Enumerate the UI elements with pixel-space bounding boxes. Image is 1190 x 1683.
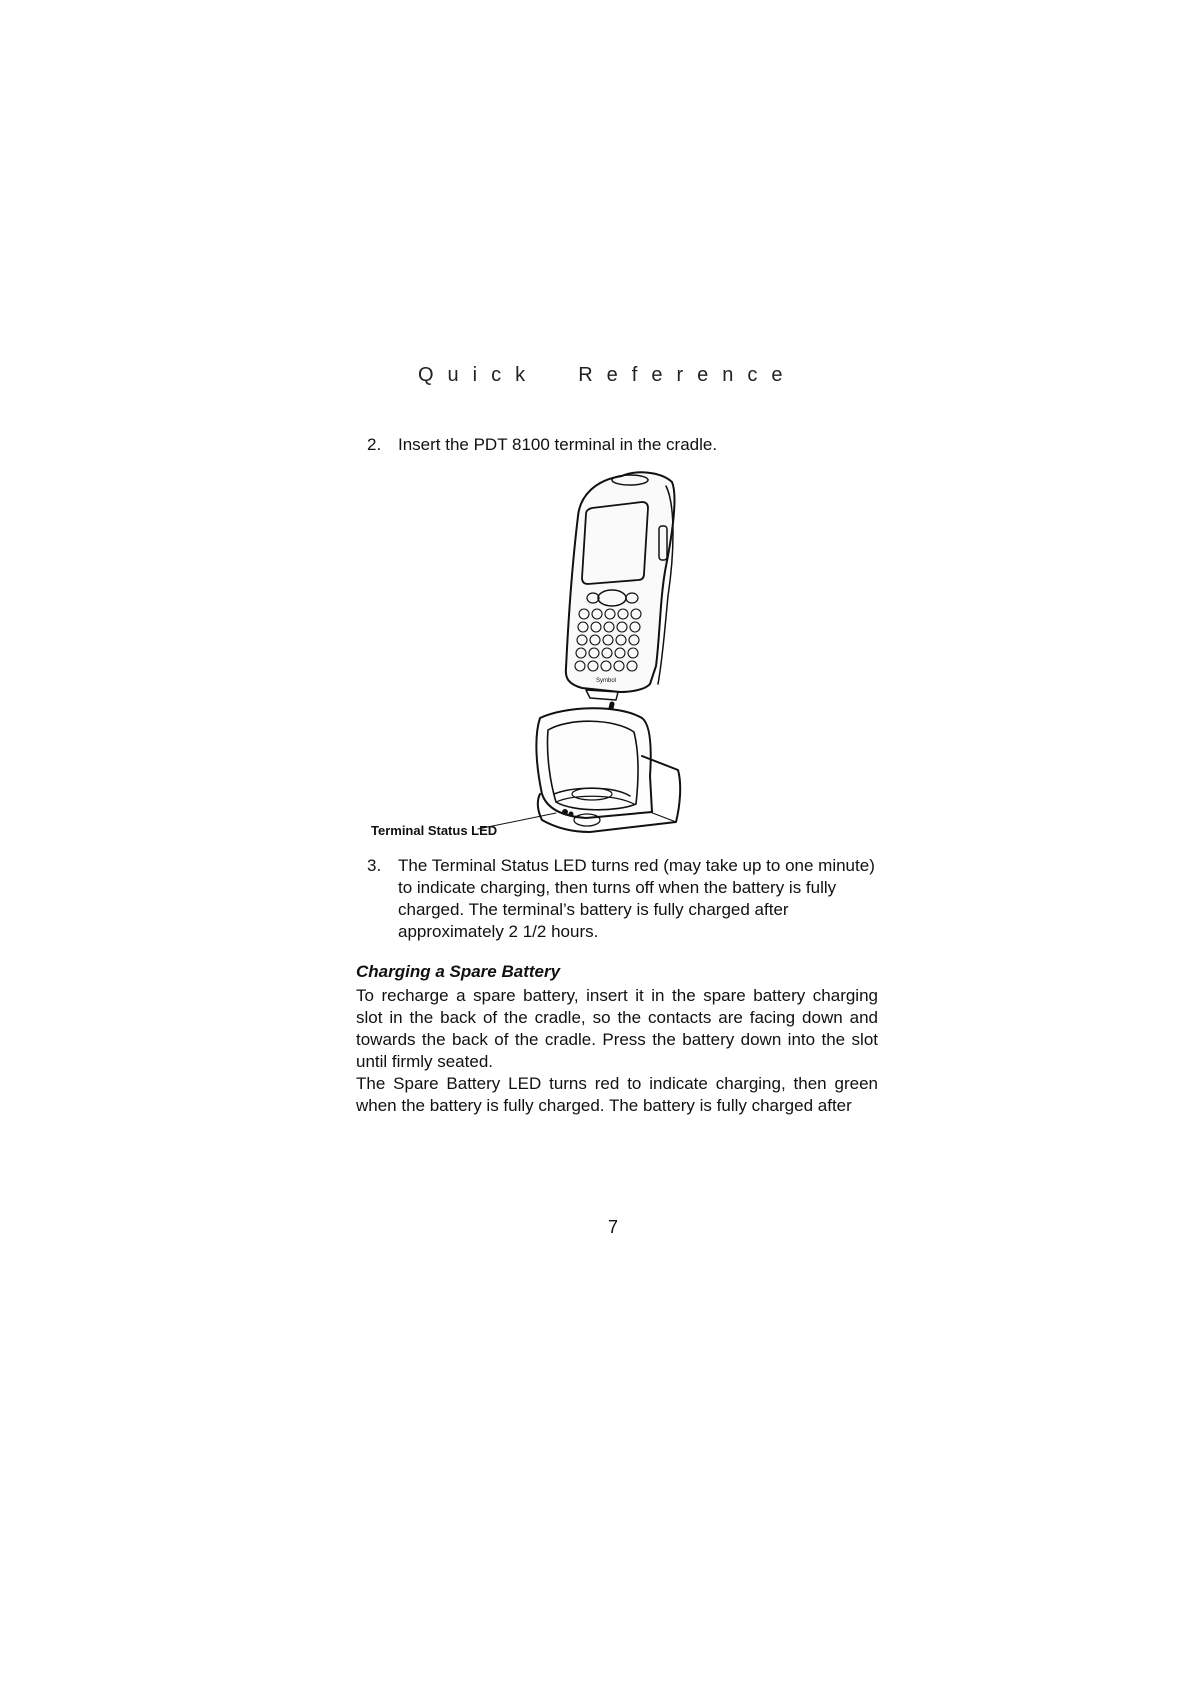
terminal-status-led-callout: Terminal Status LED	[371, 823, 498, 838]
charging-cradle	[536, 708, 680, 832]
step-item	[367, 855, 887, 943]
body-paragraph: To recharge a spare battery, insert it in the spare battery charging slot in the back of the cradle, so the contacts are facing down and towards the back of the cradle. Press the battery down into the slot until firmly seated.	[356, 986, 878, 1071]
section-heading: Charging a Spare Battery	[356, 962, 561, 981]
device-brand-label: Symbol	[596, 678, 617, 684]
pdt-terminal	[566, 472, 675, 700]
step-text: Insert the PDT 8100 terminal in the cradle.	[398, 435, 718, 454]
step-number: 3.	[367, 856, 382, 875]
step-number: 2.	[367, 435, 382, 454]
body-paragraph: The Spare Battery LED turns red to indicate charging, then green when the battery is fully charged. The battery is fully charged after	[356, 1074, 878, 1115]
step-item	[367, 434, 887, 456]
terminal-cradle-illustration	[360, 456, 720, 846]
running-head: Quick Reference	[418, 364, 797, 386]
page-number: 7	[608, 1217, 619, 1237]
step-text: The Terminal Status LED turns red (may take up to one minute) to indicate charging, then turns off when the battery is fully charged. The terminal’s battery is fully charged after approximately 2 1/2 hours.	[398, 856, 875, 941]
